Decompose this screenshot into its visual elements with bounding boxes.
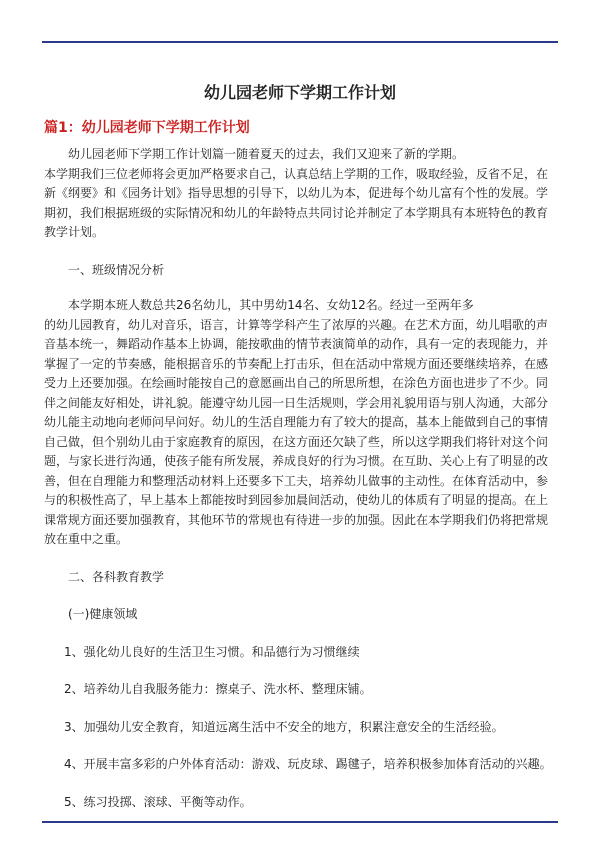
- class-analysis-paragraph: 的幼儿园教育，幼儿对音乐，语言，计算等学科产生了浓厚的兴趣。在艺术方面，幼儿唱歌的声音基本统一，舞蹈动作基本上协调，能按歌曲的情节表演简单的动作，具有一定的表现能力，并掌握了一定的节奏感，能根据音乐的节奏配上打击乐，但在活动中常规方面还要继续培养，在感受力上还要加强。在绘画时能按自己的意愿画出自己的所思所想，在涂色方面也进步了不少。同伴之间能友好相处，讲礼貌。能遵守幼儿园一日生活规则，学会用礼貌用语与别人沟通，大部分幼儿能主动地向老师问早问好。幼儿的生活自理能力有了较大的提高，基本上能做到自己的事情自己做，但个别幼儿由于家庭教育的原因，在这方面还欠缺了些，所以这学期我们将针对这个问题，与家长进行沟通，使孩子能有所发展，养成良好的行为习惯。在互助、关心上有了明显的改善，但在自理能力和整理活动材料上还要多下工夫，培养幼儿做事的主动性。在体育活动中，参与的积极性高了，早上基本上都能按时到园参加晨间活动，使幼儿的体质有了明显的提高。在上课常规方面还要加强教育，其他环节的常规也有待进一步的加强。因此在本学期我们仍将把常规放在重中之重。: [44, 317, 549, 546]
- document-subtitle: 篇1：幼儿园老师下学期工作计划: [44, 120, 250, 136]
- subsection-heading-health: (一)健康领域: [68, 607, 138, 621]
- bottom-divider: [42, 821, 558, 823]
- document-body: [44, 145, 558, 812]
- section-heading-class-analysis: 一、班级情况分析: [68, 262, 165, 277]
- class-analysis-first-line: 本学期本班人数总共26名幼儿，其中男幼14名、女幼12名。经过一至两年多: [68, 298, 474, 312]
- list-item: 4、开展丰富多彩的户外体育活动：游戏、玩皮球、踢毽子，培养积极参加体育活动的兴趣。: [64, 757, 552, 771]
- list-item: 1、强化幼儿良好的生活卫生习惯。和品德行为习惯继续: [64, 644, 360, 659]
- top-divider: [42, 41, 558, 43]
- intro-paragraph: 本学期我们三位老师将会更加严格要求自己，认真总结上学期的工作，吸取经验，反省不足，在新《纲要》和《园务计划》指导思想的引导下，以幼儿为本，促进每个幼儿富有个性的发展。学期初，我们根据班级的实际情况和幼儿的年龄特点共同讨论并制定了本学期具有本班特色的教育教学计划。: [44, 166, 549, 239]
- section-heading-education: 二、各科教育教学: [68, 569, 165, 584]
- list-item: 5、练习投掷、滚球、平衡等动作。: [64, 794, 252, 809]
- intro-line: 幼儿园老师下学期工作计划篇一随着夏天的过去，我们又迎来了新的学期。: [68, 147, 465, 161]
- document-title: 幼儿园老师下学期工作计划: [203, 83, 396, 102]
- list-item: 3、加强幼儿安全教育，知道远离生活中不安全的地方，积累注意安全的生活经验。: [64, 719, 504, 734]
- list-item: 2、培养幼儿自我服务能力：擦桌子、洗水杯、整理床铺。: [64, 682, 372, 696]
